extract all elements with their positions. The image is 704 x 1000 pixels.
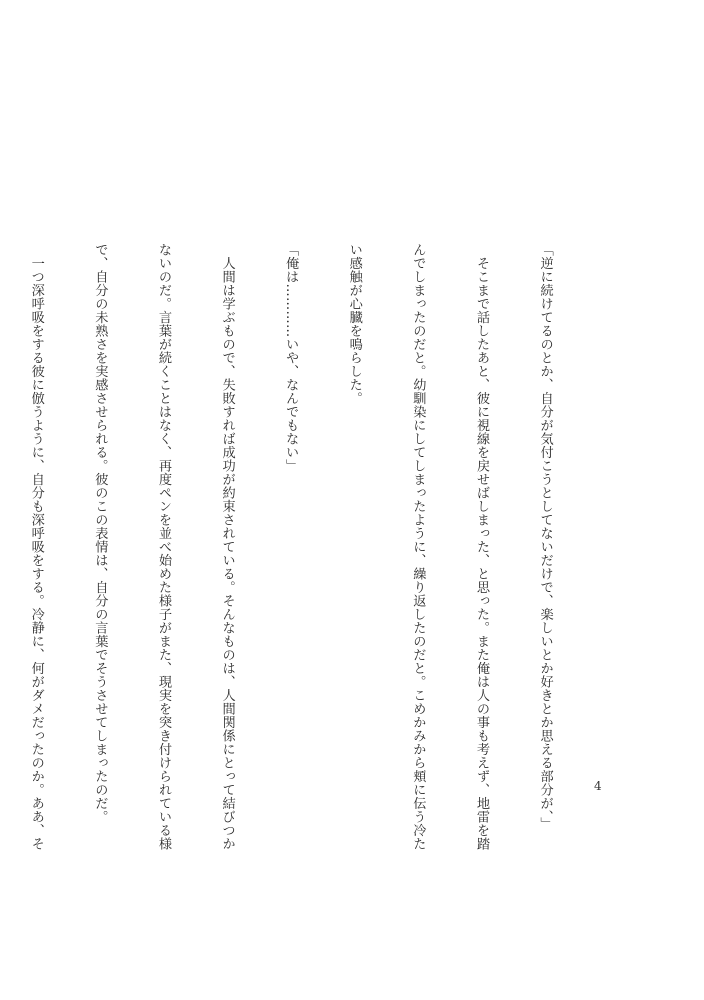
vertical-body-text (0, 243, 598, 851)
text-line: 一つ深呼吸をする彼に倣うように、自分も深呼吸をする。冷静に、何がダメだったのか。ああ、そ (28, 243, 44, 851)
text-line: 人間は学ぶもので、失敗すれば成功が約束されている。そんなものは、人間関係にとって結びつか (219, 243, 235, 851)
text-line: んでしまったのだと。幼馴染にしてしまったように、繰り返したのだと。こめかみから頬に伝う冷た (410, 243, 426, 851)
text-line: で、自分の未熟さを実感させられる。彼のこの表情は、自分の言葉でそうさせてしまったのだ。 (92, 243, 108, 824)
text-line: い感触が心臓を鳴らした。 (346, 243, 362, 405)
page-number: 4 (594, 779, 602, 793)
text-line: 「逆に続けてるのとか、自分が気付こうとしてないだけで、楽しいとか好きとか思える部分が、」 (537, 243, 553, 831)
text-line: そこまで話したあと、彼に視線を戻せばしまった、と思った。また俺は人の事も考えず、地雷を踏 (473, 243, 489, 851)
text-line: 「俺は…………いや、なんでもない」 (283, 243, 299, 473)
text-line: ないのだ。言葉が続くことはなく、再度ペンを並べ始めた様子がまた、現実を突き付けられている様 (155, 243, 171, 851)
